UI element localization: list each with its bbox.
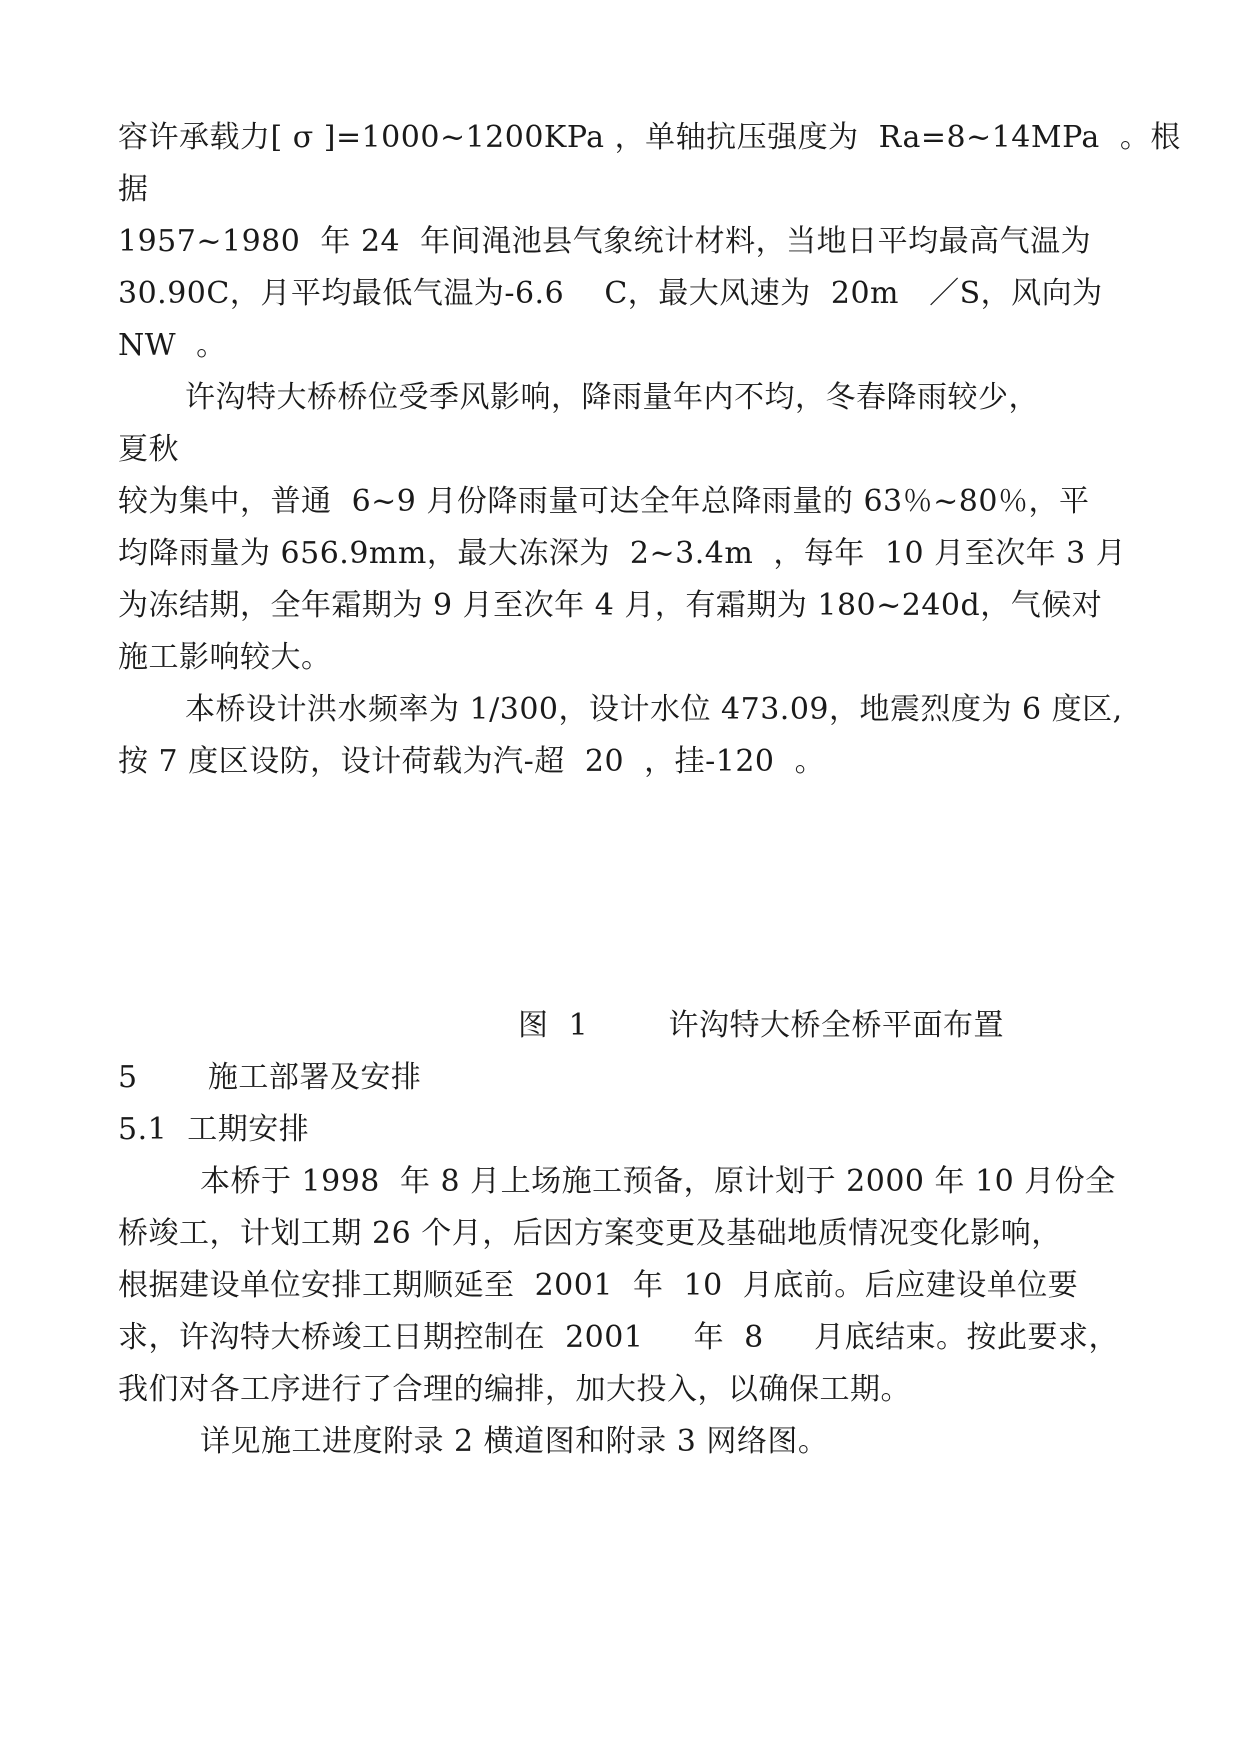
paragraph-4-line-2: 桥竣工，计划工期 26 个月，后因方案变更及基础地质情况变化影响，: [118, 1216, 1062, 1251]
paragraph-4-line-5: 我们对各工序进行了合理的编排，加大投入，以确保工期。: [118, 1372, 911, 1407]
figure-caption: 图 1 许沟特大桥全桥平面布置: [518, 1008, 1004, 1043]
paragraph-1-line-2: 据: [118, 172, 149, 207]
paragraph-5-line-1: 详见施工进度附录 2 横道图和附录 3 网络图。: [200, 1424, 829, 1459]
section-heading-5: 5 施工部署及安排: [118, 1060, 422, 1095]
paragraph-2-line-3: 较为集中，普通 6~9 月份降雨量可达全年总降雨量的 63％~80％，平: [118, 484, 1090, 519]
paragraph-4-line-3: 根据建设单位安排工期顺延至 2001 年 10 月底前。后应建设单位要: [118, 1268, 1079, 1303]
subsection-heading-5-1: 5.1 工期安排: [118, 1112, 310, 1147]
paragraph-2-line-6: 施工影响较大。: [118, 640, 332, 675]
paragraph-2-line-5: 为冻结期，全年霜期为 9 月至次年 4 月，有霜期为 180~240d，气候对: [118, 588, 1103, 623]
paragraph-1-line-3: 1957~1980 年 24 年间渑池县气象统计材料，当地日平均最高气温为: [118, 224, 1092, 259]
paragraph-3-line-1: 本桥设计洪水频率为 1/300，设计水位 473.09，地震烈度为 6 度区,: [185, 692, 1123, 727]
paragraph-2-line-4: 均降雨量为 656.9mm，最大冻深为 2~3.4m ，每年 10 月至次年 3 月: [118, 536, 1127, 571]
paragraph-1-line-5: NW 。: [118, 328, 227, 363]
paragraph-4-line-4: 求，许沟特大桥竣工日期控制在 2001 年 8 月底结束。按此要求，: [118, 1320, 1119, 1355]
paragraph-1-line-1: 容许承载力[ σ ]=1000~1200KPa ，单轴抗压强度为 Ra=8~14MPa 。根: [118, 120, 1181, 155]
paragraph-1-line-4: 30.90C，月平均最低气温为-6.6 C，最大风速为 20m ／S，风向为: [118, 276, 1103, 311]
paragraph-4-line-1: 本桥于 1998 年 8 月上场施工预备，原计划于 2000 年 10 月份全: [200, 1164, 1116, 1199]
paragraph-2-line-2: 夏秋: [118, 432, 179, 467]
paragraph-3-line-2: 按 7 度区设防，设计荷载为汽-超 20 ，挂-120 。: [118, 744, 826, 779]
paragraph-2-line-1: 许沟特大桥桥位受季风影响，降雨量年内不均，冬春降雨较少，: [185, 380, 1039, 415]
